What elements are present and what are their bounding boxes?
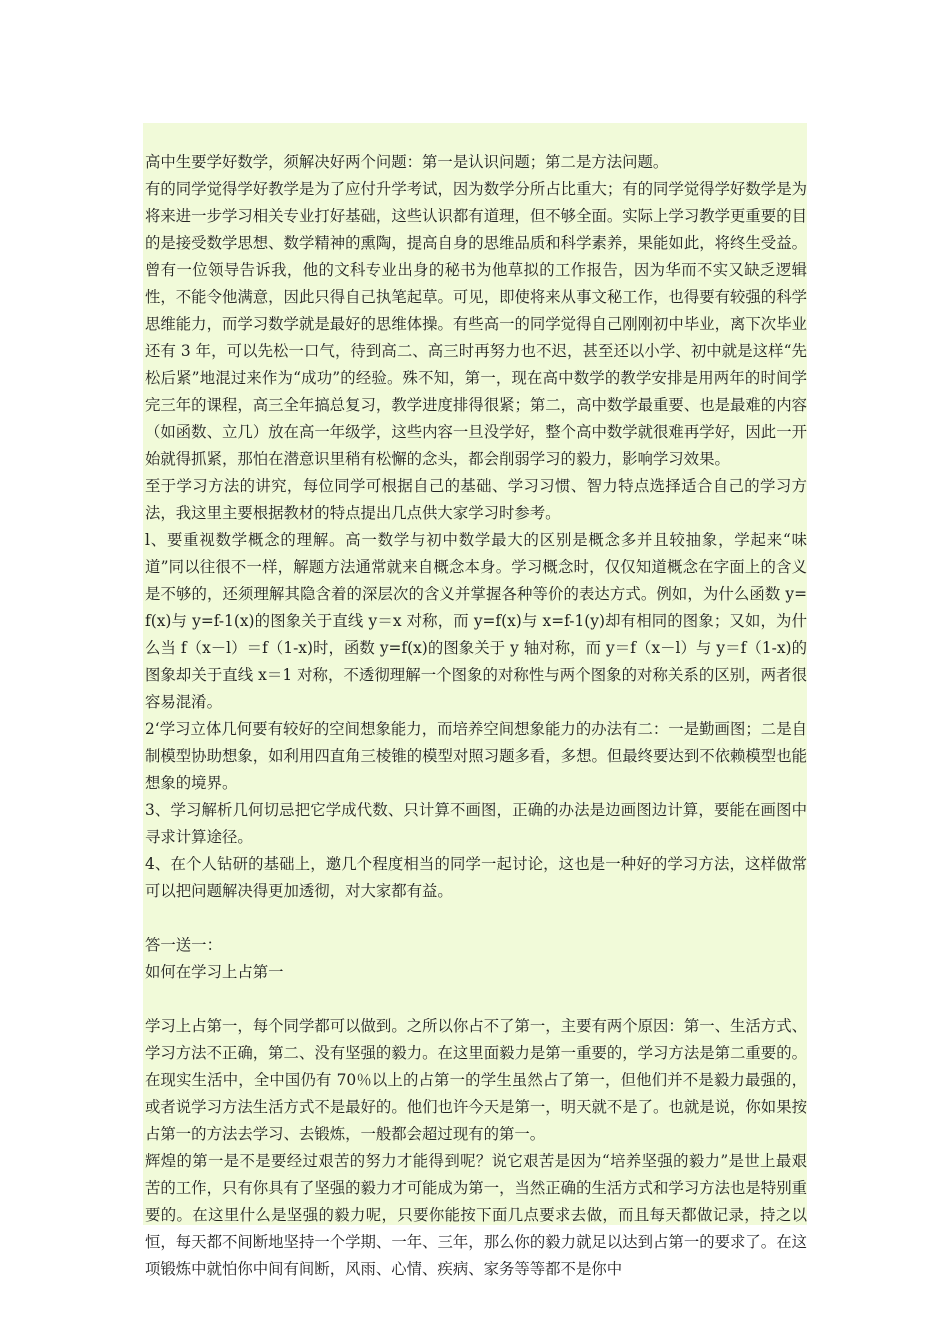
paragraph-point-3: 3、学习解析几何切忌把它学成代数、只计算不画图，正确的办法是边画图边计算，要能在画图中寻求计算途径。 xyxy=(145,801,807,846)
paragraph-awareness: 有的同学觉得学好教学是为了应付升学考试，因为数学分所占比重大；有的同学觉得学好数学是为将来进一步学习相关专业打好基础，这些认识都有道理，但不够全面。实际上学习教学更重要的目的是接受数学思想、数学精神的熏陶，提高自身的思维品质和科学素养，果能如此，将终生受益。曾有一位领导告诉我，他的文科专业出身的秘书为他草拟的工作报告，因为华而不实又缺乏逻辑性，不能令他满意，因此只得自己执笔起草。可见，即使将来从事文秘工作，也得要有较强的科学思维能力，而学习数学就是最好的思维体操。有些高一的同学觉得自己刚刚初中毕业，离下次毕业还有 3 年，可以先松一口气，待到高二、高三时再努力也不迟，甚至还以小学、初中就是这样“先松后紧”地混过来作为“成功”的经验。殊不知，第一，现在高中数学的教学安排是用两年的时间学完三年的课程，高三全年搞总复习，教学进度排得很紧；第二，高中数学最重要、也是最难的内容（如函数、立几）放在高一年级学，这些内容一旦没学好，整个高中数学就很难再学好，因此一开始就得抓紧，那怕在潜意识里稍有松懈的念头，都会削弱学习的毅力，影响学习效果。 xyxy=(145,180,807,468)
highlighted-text-block xyxy=(143,123,807,1278)
paragraph-point-4: 4、在个人钻研的基础上，邀几个程度相当的同学一起讨论，这也是一种好的学习方法，这样做常可以把问题解决得更加透彻，对大家都有益。 xyxy=(145,855,807,900)
paragraph-methods-intro: 至于学习方法的讲究，每位同学可根据自己的基础、学习习惯、智力特点选择适合自己的学习方法，我这里主要根据教材的特点提出几点供大家学习时参考。 xyxy=(145,477,807,522)
paragraph-willpower: 辉煌的第一是不是要经过艰苦的努力才能得到呢？说它艰苦是因为“培养坚强的毅力”是世上最艰苦的工作，只有你具有了坚强的毅力才可能成为第一，当然正确的生活方式和学习方法也是特别重要的。在这里什么是坚强的毅力呢，只要你能按下面几点要求去做，而且每天都做记录，持之以恒，每天都不间断地坚持一个学期、一年、三年，那么你的毅力就足以达到占第一的要求了。在这项锻炼中就怕你中间有间断，风雨、心情、疾病、家务等等都不是你中 xyxy=(145,1152,807,1278)
paragraph-intro: 高中生要学好数学，须解决好两个问题：第一是认识问题；第二是方法问题。 xyxy=(145,153,669,171)
blank-line xyxy=(145,905,807,932)
paragraph-section-title: 如何在学习上占第一 xyxy=(145,963,284,981)
paragraph-bonus-heading: 答一送一： xyxy=(145,936,222,954)
article-body xyxy=(145,149,807,1283)
paragraph-point-1: l、要重视数学概念的理解。高一数学与初中数学最大的区别是概念多并且较抽象，学起来“味道”同以往很不一样，解题方法通常就来自概念本身。学习概念时，仅仅知道概念在字面上的含义是不够的，还须理解其隐含着的深层次的含义并掌握各种等价的表达方式。例如，为什么函数 y=f(x)与 y=f-1(x)的图象关于直线 y＝x 对称，而 y=f(x)与 x=f-1(y)却有相同的图象；又如，为什么当 f（x－l）＝f（1-x)时，函数 y=f(x)的图象关于 y 轴对称，而 y＝f（x－l）与 y＝f（1-x)的图象却关于直线 x＝1 对称，不透彻理解一个图象的对称性与两个图象的对称关系的区别，两者很容易混淆。 xyxy=(145,531,807,711)
paragraph-point-2: 2‘学习立体几何要有较好的空间想象能力，而培养空间想象能力的办法有二：一是勤画图；二是自制模型协助想象，如利用四直角三棱锥的模型对照习题多看，多想。但最终要达到不依赖模型也能想象的境界。 xyxy=(145,720,807,792)
blank-line xyxy=(145,986,807,1013)
paragraph-first-place: 学习上占第一，每个同学都可以做到。之所以你占不了第一，主要有两个原因：第一、生活方式、学习方法不正确，第二、没有坚强的毅力。在这里面毅力是第一重要的，学习方法是第二重要的。在现实生活中，全中国仍有 70％以上的占第一的学生虽然占了第一，但他们并不是毅力最强的，或者说学习方法生活方式不是最好的。他们也许今天是第一，明天就不是了。也就是说，你如果按占第一的方法去学习、去锻炼，一般都会超过现有的第一。 xyxy=(145,1017,807,1143)
